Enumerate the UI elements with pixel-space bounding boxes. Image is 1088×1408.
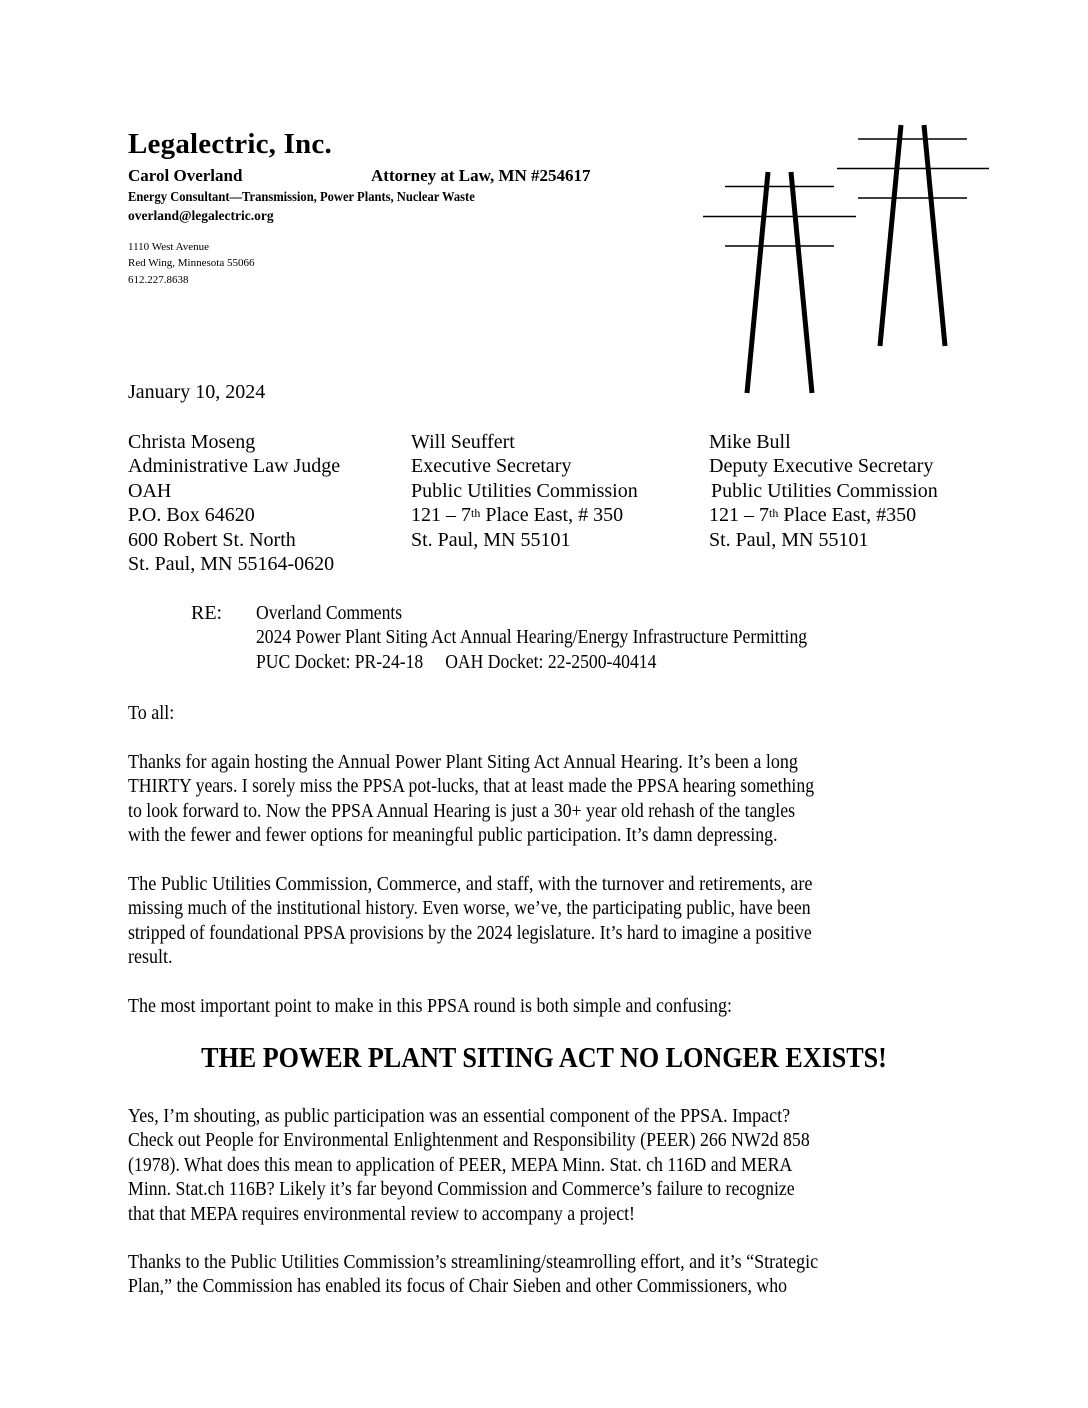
headline [0,1042,1088,1075]
paragraph-line: Plan,” the Commission has enabled its focus of Chair Sieben and other Commissioners, who [128,1275,788,1298]
email-address[interactable]: overland@legalectric.org [128,208,274,223]
re-subject: Overland Comments [256,602,403,624]
recipient-city: St. Paul, MN 55164-0620 [128,553,335,576]
paragraph [128,994,956,1018]
re-lines [256,601,882,674]
street-number: 121 – 7 [411,504,471,527]
street-ordinal: th [471,506,481,521]
attorney-name: Carol Overland [128,166,243,185]
paragraph-line: to look forward to. Now the PPSA Annual Hearing is just a 30+ year old rehash of the tangles [128,799,796,822]
company-name: Legalectric, Inc. [128,128,332,160]
paragraph-line: THIRTY years. I sorely miss the PPSA pot-lucks, that at least made the PPSA hearing something [128,775,815,798]
tower-leg [747,172,768,393]
paragraph [128,750,956,848]
street-ordinal: th [769,506,779,521]
recipient-title: Administrative Law Judge [128,455,341,478]
recipient-block-1 [128,430,340,576]
paragraph-line: result. [128,946,173,969]
re-label: RE: [191,602,223,624]
transmission-towers-icon [0,0,1088,420]
paragraph-line: missing much of the institutional history. Even worse, we’ve, the participating public, have been [128,897,811,920]
re-hearing: 2024 Power Plant Siting Act Annual Hearing/Energy Infrastructure Permitting [256,626,808,649]
recipient-org: Public Utilities Commission [411,479,638,502]
salutation-text: To all: [128,702,175,724]
paragraph [128,1104,956,1226]
recipient-street: 600 Robert St. North [128,528,296,551]
paragraph-line: The most important point to make in this PPSA round is both simple and confusing: [128,995,732,1017]
paragraph [128,872,956,970]
recipient-city: St. Paul, MN 55101 [411,528,571,551]
headline-text: THE POWER PLANT SITING ACT NO LONGER EXISTS! [201,1042,887,1074]
recipient-street [709,503,938,527]
recipient-name: Mike Bull [709,431,791,453]
recipient-name: Will Seuffert [411,431,515,453]
paragraph-line: Minn. Stat.ch 116B? Likely it’s far beyond Commission and Commerce’s failure to recognize [128,1178,795,1201]
street-rest: Place East, #350 [778,504,917,527]
paragraph-line: Thanks to the Public Utilities Commission’s streamlining/steamrolling effort, and it’s “Strategic [128,1251,819,1273]
paragraph-line: that that MEPA requires environmental review to accompany a project! [128,1202,635,1225]
recipient-block-2 [411,430,638,552]
consultant-text: Energy Consultant—Transmission, Power Plants, Nuclear Waste [128,189,475,204]
phone-number: 612.227.8638 [128,274,189,286]
recipient-title: Executive Secretary [411,455,572,478]
paragraph-line: Thanks for again hosting the Annual Power Plant Siting Act Annual Hearing. It’s been a long [128,751,798,773]
salutation [128,701,179,725]
address-line-2: Red Wing, Minnesota 55066 [128,257,255,269]
address-line-1: 1110 West Avenue [128,241,209,253]
re-dockets: PUC Docket: PR-24-18 OAH Docket: 22-2500-40414 [256,650,657,673]
recipient-block-3 [709,430,938,552]
street-rest: Place East, # 350 [480,504,624,527]
recipient-city: St. Paul, MN 55101 [709,528,869,551]
tower-leg [924,125,945,346]
tower-leg [791,172,812,393]
paragraph-line: Yes, I’m shouting, as public participation was an essential component of the PPSA. Impact? [128,1105,791,1127]
paragraph-line: Check out People for Environmental Enlightenment and Responsibility (PEER) 266 NW2d 858 [128,1129,810,1152]
recipient-name: Christa Moseng [128,431,256,453]
recipient-org: OAH [128,479,172,502]
paragraph [128,1250,956,1299]
paragraph-line: stripped of foundational PPSA provisions by the 2024 legislature. It’s hard to imagine a positive [128,921,812,944]
attorney-license: Attorney at Law, MN #254617 [371,166,591,185]
recipient-org: Public Utilities Commission [711,479,938,502]
tower-leg [880,125,901,346]
letter-date: January 10, 2024 [128,381,266,403]
recipient-street [411,503,638,527]
paragraph-line: with the fewer and fewer options for meaningful public participation. It’s damn depressing. [128,824,778,847]
recipient-pobox: P.O. Box 64620 [128,504,255,527]
street-number: 121 – 7 [709,504,769,527]
paragraph-line: The Public Utilities Commission, Commerce, and staff, with the turnover and retirements, are [128,873,813,895]
paragraph-line: (1978). What does this mean to application of PEER, MEPA Minn. Stat. ch 116D and MERA [128,1153,793,1176]
recipient-title: Deputy Executive Secretary [709,455,934,478]
